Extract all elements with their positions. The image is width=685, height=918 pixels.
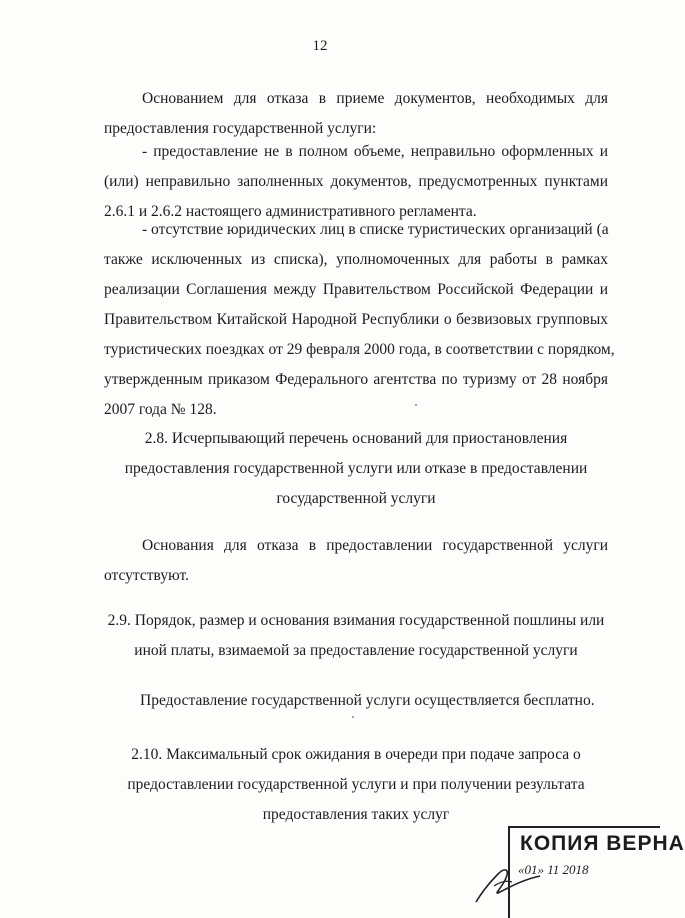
heading-line: 2.10. Максимальный срок ожидания в очереди при подаче запроса о bbox=[131, 746, 581, 763]
heading-line: 2.8. Исчерпывающий перечень оснований для приостановления bbox=[144, 430, 568, 447]
stamp-date: «01» 11 2018 bbox=[518, 862, 589, 877]
heading-line: предоставления таких услуг bbox=[262, 806, 450, 823]
scan-speck bbox=[352, 716, 354, 718]
section-heading-2-9 bbox=[104, 606, 608, 666]
text-line: Основания для отказа в предоставлении государственной услуги bbox=[142, 537, 608, 554]
text-line: также исключенных из списка), уполномоченных для работы в рамках bbox=[104, 251, 608, 268]
text-line: утвержденным приказом Федерального агентства по туризму от 28 ноября bbox=[104, 371, 608, 388]
heading-line: государственной услуги bbox=[276, 490, 436, 507]
text-line: реализации Соглашения между Правительством Российской Федерации и bbox=[104, 281, 608, 298]
list-item-incomplete-documents bbox=[104, 137, 608, 227]
text-line: туристических поездках от 29 февраля 2000 года, в соответствии с порядком, bbox=[104, 341, 615, 358]
page-number: 12 bbox=[312, 38, 328, 54]
heading-line: 2.9. Порядок, размер и основания взимания государственной пошлины или bbox=[107, 612, 605, 629]
text-line: отсутствуют. bbox=[104, 567, 189, 584]
text-line: 2007 года № 128. bbox=[104, 401, 217, 418]
text-line: Основанием для отказа в приеме документов, необходимых для bbox=[142, 90, 608, 107]
text-line: Правительством Китайской Народной Республики о безвизовых групповых bbox=[104, 311, 608, 328]
paragraph-2-9 bbox=[140, 686, 600, 716]
paragraph-2-8 bbox=[104, 531, 608, 591]
heading-line: предоставления государственной услуги или отказе в предоставлении bbox=[124, 460, 588, 477]
list-item-missing-legal-entities bbox=[104, 215, 615, 425]
section-heading-2-10 bbox=[104, 740, 608, 830]
heading-line: предоставлении государственной услуги и при получении результата bbox=[127, 776, 585, 793]
text-line: предоставления государственной услуги: bbox=[104, 120, 377, 137]
scan-speck bbox=[415, 404, 417, 406]
heading-line: иной платы, взимаемой за предоставление государственной услуги bbox=[134, 642, 578, 659]
text-line: - отсутствие юридических лиц в списке туристических организаций (а bbox=[142, 221, 609, 238]
section-heading-2-8 bbox=[104, 424, 608, 514]
text-line: (или) неправильно заполненных документов, предусмотренных пунктами bbox=[104, 173, 608, 190]
text-line: - предоставление не в полном объеме, неправильно оформленных и bbox=[142, 143, 608, 160]
text-line: Предоставление государственной услуги осуществляется бесплатно. bbox=[140, 692, 595, 709]
stamp-title: КОПИЯ ВЕРНА bbox=[520, 832, 685, 855]
handwritten-signature bbox=[470, 852, 560, 905]
text-line: 2.6.1 и 2.6.2 настоящего административного регламента. bbox=[104, 203, 477, 220]
paragraph-refusal-documents bbox=[104, 84, 608, 144]
